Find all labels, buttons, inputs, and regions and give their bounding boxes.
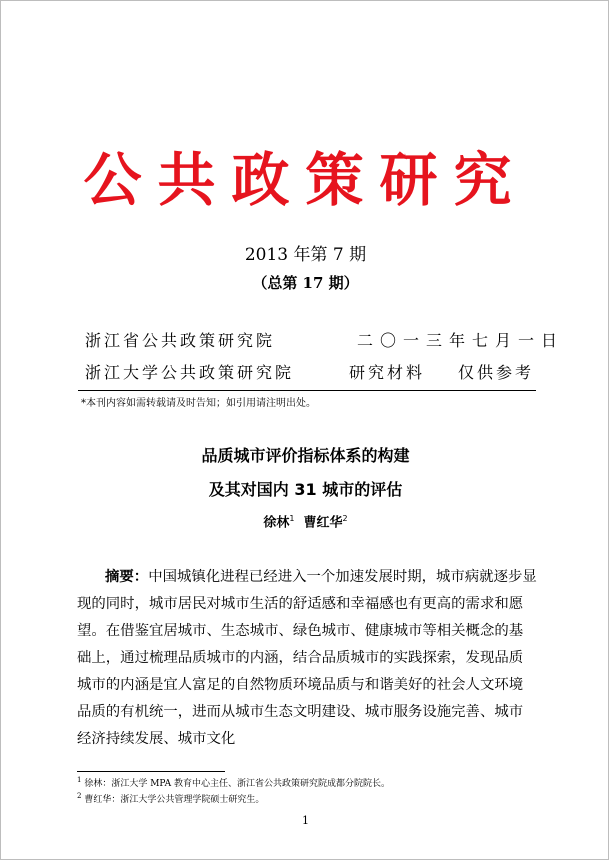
article-title-line-1: 品质城市评价指标体系的构建 — [201, 446, 410, 465]
page-number: 1 — [302, 814, 309, 827]
institute-name-2: 浙江大学公共政策研究院 — [85, 363, 295, 382]
article-title-line-2: 及其对国内 31 城市的评估 — [208, 480, 403, 499]
material-label: 研究材料 — [349, 363, 426, 382]
reference-label: 仅供参考 — [458, 363, 535, 382]
masthead-title: 公共政策研究 — [83, 146, 528, 214]
author-1-footnote-mark: 1 — [289, 514, 295, 523]
footnote-divider — [77, 771, 225, 772]
footnote-2 — [77, 793, 264, 805]
abstract-paragraph — [77, 564, 537, 753]
footnote-1-text: 徐林：浙江大学 MPA 教育中心主任、浙江省公共政策研究院成都分院院长。 — [84, 779, 391, 789]
author-2: 曹红华 — [303, 515, 343, 531]
abstract-text: 中国城镇化进程已经进入一个加速发展时期，城市病就逐步显现的同时，城市居民对城市生活的舒适感和幸福感也有更高的需求和愿望。在借鉴宜居城市、生态城市、绿色城市、健康城市等相关概念的基础上，通过梳理品质城市的内涵，结合品质城市的实践探索，发现品质城市的内涵是宜人富足的自然物质环境品质与和谐美好的社会人文环境品质的有机统一，进而从城市生态文明建设、城市服务设施完善、城市经济持续发展、城市文化 — [77, 569, 537, 747]
footnote-1-mark: 1 — [77, 776, 82, 784]
header-divider — [78, 390, 536, 391]
total-issue-number: （总第 17 期） — [252, 274, 359, 292]
author-1: 徐林 — [263, 515, 290, 531]
author-2-footnote-mark: 2 — [342, 514, 348, 523]
issue-number: 2013 年第 7 期 — [244, 245, 367, 265]
author-line — [1, 515, 609, 529]
publication-date: 二〇一三年七月一日 — [357, 331, 565, 350]
abstract-label: 摘要： — [105, 569, 149, 585]
footnote-1 — [77, 777, 390, 789]
footnote-2-text: 曹红华：浙江大学公共管理学院硕士研究生。 — [84, 795, 265, 805]
reprint-notice: *本刊内容如需转载请及时告知；如引用请注明出处。 — [81, 398, 316, 409]
institute-name-1: 浙江省公共政策研究院 — [85, 331, 276, 350]
footnote-2-mark: 2 — [77, 792, 82, 800]
